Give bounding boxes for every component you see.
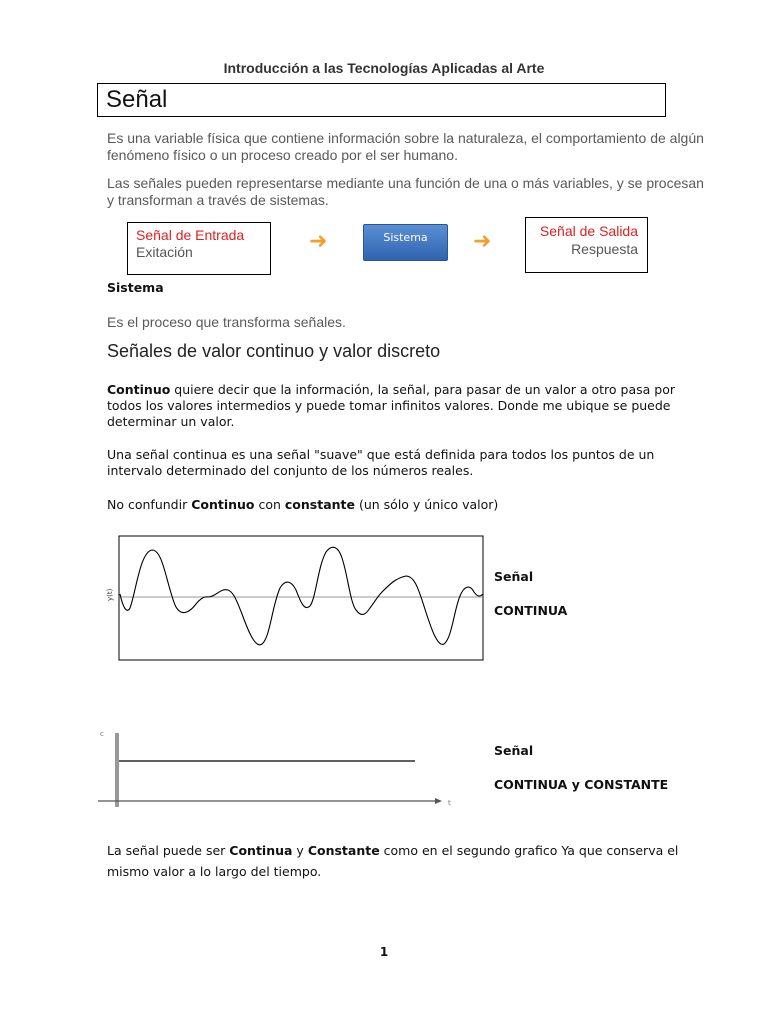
section-title-box bbox=[97, 83, 666, 117]
y-axis-bar bbox=[115, 733, 119, 807]
no-confundir-paragraph bbox=[107, 497, 697, 513]
closing-mid: y bbox=[292, 843, 308, 858]
no-confundir-pre: No confundir bbox=[107, 497, 192, 512]
closing-paragraph bbox=[107, 840, 697, 882]
output-signal-box bbox=[525, 217, 648, 273]
y-axis-label: y(t) bbox=[106, 588, 114, 601]
constant-signal-plot bbox=[90, 725, 470, 815]
no-confundir-term2: constante bbox=[284, 497, 355, 512]
figure2-caption-2: CONTINUA y CONSTANTE bbox=[494, 777, 669, 792]
input-signal-box bbox=[127, 222, 271, 275]
no-confundir-term1: Continuo bbox=[191, 497, 255, 512]
output-signal-title: Señal de Salida bbox=[539, 223, 638, 239]
sistema-heading: Sistema bbox=[107, 280, 164, 295]
subsection-title: Señales de valor continuo y valor discreto bbox=[107, 341, 441, 361]
closing-post: como en el segundo grafico Ya que conserva el mismo valor a lo largo del tiempo. bbox=[107, 843, 679, 879]
section-title: Señal bbox=[106, 86, 168, 113]
continuous-signal-plot bbox=[100, 530, 490, 665]
sistema-text: Es el proceso que transforma señales. bbox=[107, 314, 346, 330]
closing-term2: Constante bbox=[307, 843, 380, 858]
right-arrow-icon: ➜ bbox=[309, 228, 328, 253]
intro-paragraph-2: Las señales pueden representarse mediante una función de una o más variables, y se procesan y transforman a través de sistemas. bbox=[107, 175, 704, 208]
continua-paragraph: Una señal continua es una señal "suave" que está definida para todos los puntos de un intervalo determinado del conjunto de los números reales. bbox=[107, 447, 655, 478]
no-confundir-mid: con bbox=[254, 497, 285, 512]
plot-frame bbox=[119, 536, 483, 660]
output-signal-subtitle: Respuesta bbox=[571, 241, 638, 257]
intro-paragraph-1: Es una variable física que contiene información sobre la naturaleza, el comportamiento de algún fenómeno físico o un proceso creado por el ser humano. bbox=[107, 130, 704, 163]
continuo-text: quiere decir que la información, la señal, para pasar de un valor a otro pasa por todos los valores intermedios y puede tomar infinitos valores. Donde me ubique se puede determinar un valor. bbox=[107, 382, 675, 429]
figure1-caption-1: Señal bbox=[494, 569, 534, 584]
closing-pre: La señal puede ser bbox=[107, 843, 230, 858]
no-confundir-post: (un sólo y único valor) bbox=[355, 497, 499, 512]
continuo-term: Continuo bbox=[107, 382, 171, 397]
system-block: Sistema bbox=[363, 224, 448, 261]
x-axis-arrow-icon bbox=[435, 798, 442, 804]
closing-term1: Continua bbox=[229, 843, 293, 858]
input-signal-title: Señal de Entrada bbox=[136, 227, 245, 243]
input-signal-subtitle: Exitación bbox=[136, 244, 193, 260]
right-arrow-icon: ➜ bbox=[473, 228, 492, 253]
figure1-caption-2: CONTINUA bbox=[494, 603, 568, 618]
document-header: Introducción a las Tecnologías Aplicadas al Arte bbox=[223, 60, 545, 76]
figure2-caption-1: Señal bbox=[494, 743, 534, 758]
x-axis-label: t bbox=[448, 799, 451, 807]
y-axis-label: c bbox=[100, 730, 104, 738]
page-number: 1 bbox=[379, 945, 389, 959]
continuo-paragraph bbox=[107, 382, 697, 430]
